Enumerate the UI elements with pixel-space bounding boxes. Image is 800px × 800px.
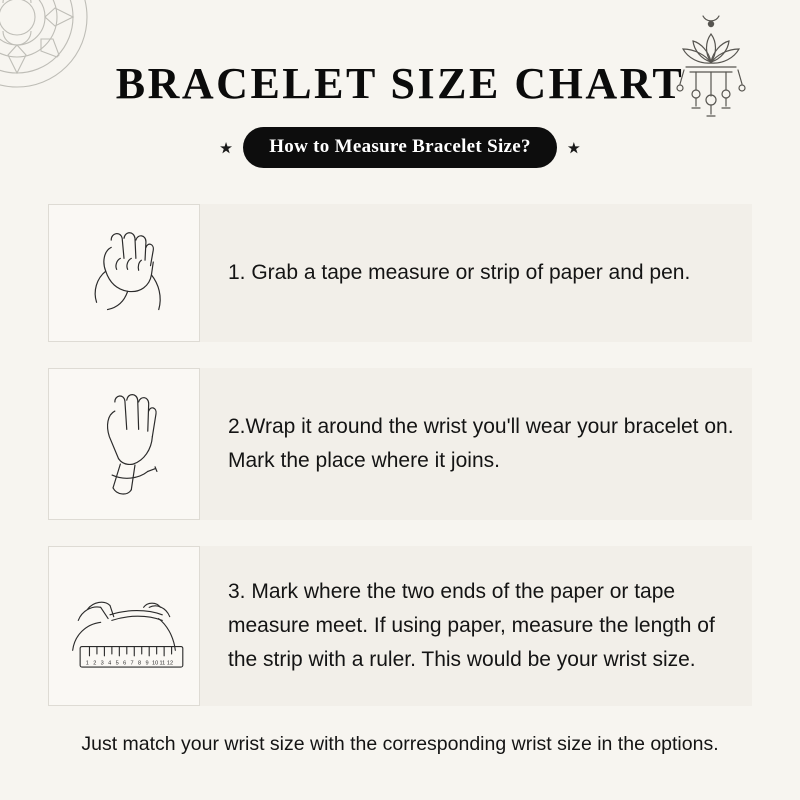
step-text: 1. Grab a tape measure or strip of paper and pen. [228, 260, 691, 284]
footer-note: Just match your wrist size with the corresponding wrist size in the options. [81, 733, 719, 755]
svg-text:5: 5 [115, 660, 119, 667]
hand-wrist-wrapped-tape-icon [48, 368, 200, 520]
step-item [48, 368, 752, 520]
step-item [48, 204, 752, 342]
svg-text:7: 7 [130, 660, 134, 667]
svg-text:6: 6 [123, 660, 127, 667]
svg-text:9: 9 [145, 660, 149, 667]
steps-list [0, 204, 800, 706]
page-title: BRACELET SIZE CHART [115, 59, 685, 108]
flourish-left-icon: ٭ [219, 132, 234, 162]
flourish-right-icon: ٭ [566, 132, 581, 162]
svg-text:12: 12 [166, 660, 174, 667]
svg-text:4: 4 [108, 660, 112, 667]
svg-text:2: 2 [93, 660, 97, 667]
step-text: 3. Mark where the two ends of the paper or tape measure meet. If using paper, measure the length of the strip with a ruler. This would be your wrist size. [228, 579, 715, 671]
svg-text:3: 3 [100, 660, 104, 667]
svg-text:1: 1 [85, 660, 89, 667]
subtitle-badge: How to Measure Bracelet Size? [243, 127, 557, 168]
svg-text:8: 8 [138, 660, 142, 667]
subtitle-row [0, 127, 800, 168]
step-text: 2.Wrap it around the wrist you'll wear your bracelet on. Mark the place where it joins. [228, 414, 734, 472]
step-item [48, 546, 752, 706]
svg-text:11: 11 [159, 660, 166, 667]
svg-text:10: 10 [152, 660, 159, 667]
hands-measuring-ruler-icon [48, 546, 200, 706]
hand-fist-with-tape-icon [48, 204, 200, 342]
